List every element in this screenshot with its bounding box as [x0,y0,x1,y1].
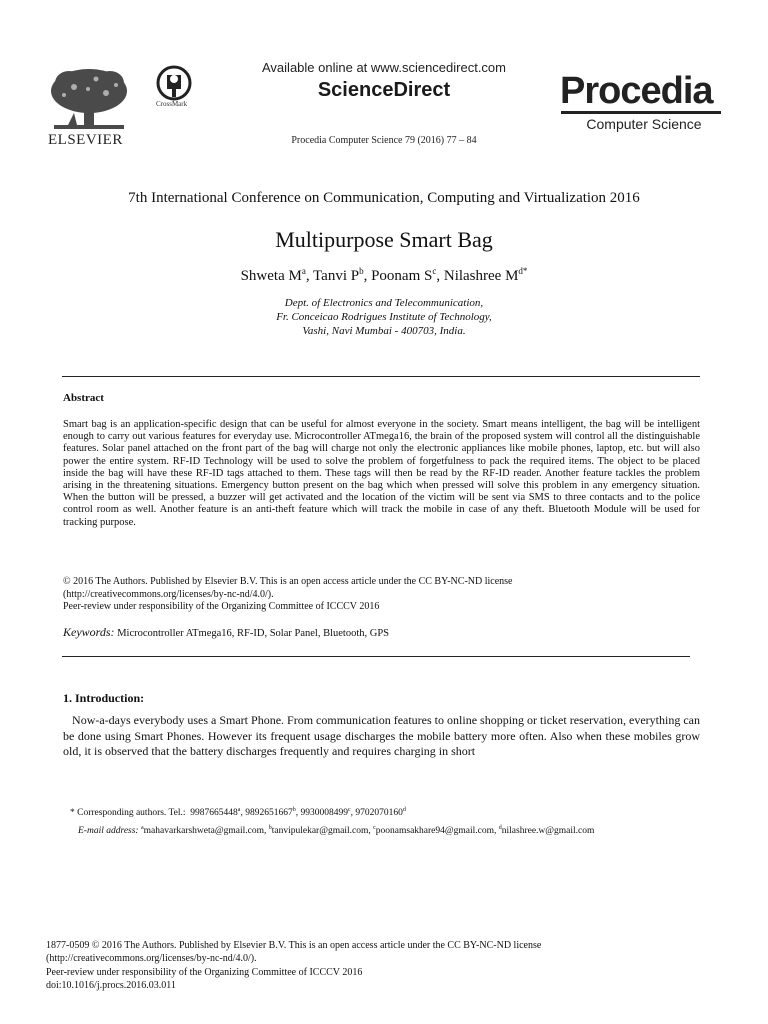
author-sup: a [301,266,306,276]
keywords-label: Keywords: [63,625,115,639]
abstract-text: Smart bag is an application-specific design that can be useful for almost everyone in the society. Smart means intelligent, the bag will be intelligent enough to carry out various features for everyday use. Microcontroller ATmega16, the brain of the proposed system will control all the distinguishable features. Solar panel attached on the front part of the bag will charge not only the electronic appliances like mobile phones, laptop, etc. but will also power the entire system. RF-ID Technology will be used to solve the problem of forgetfulness to pack the required items. The object to be placed inside the bag will have these RF-ID tags attached to them. These tags will then be read by the RF-ID reader. Another feature tackles the problem arising in the threatening situations. Emergency button present on the bag which when pressed will solve this problem in any emergency situation. When the button will be pressed, a buzzer will get activated and the location of the victim will be sent via SMS to three contacts and to the police control room as well. Another feature is an anti-theft feature which will track the mobile in case of any theft. Bluetooth Module will be used for tracking purpose. [63,419,700,528]
email-sup: d [498,825,502,832]
license-link[interactable]: (http://creativecommons.org/licenses/by-nc-nd/4.0/). [46,953,257,965]
phone: 9987665448 [190,808,238,819]
email-sup: a [140,825,144,832]
peer-review-line: Peer-review under responsibility of the Organizing Committee of ICCCV 2016 [46,966,363,978]
license-block [63,576,700,614]
abstract-heading: Abstract [63,392,104,404]
email-sup: c [373,825,376,832]
email-link[interactable]: tanvipulekar@gmail.com, [271,826,371,837]
footnote-phones: * Corresponding authors. Tel.: 9987665448$^a$, 9892651667$^b$, 9930008499$^c$, 9702070160$^d$ [70,807,406,819]
phone-sup: c [347,807,351,813]
intro-paragraph: Now-a-days everybody uses a Smart Phone. From communication features to online shopping or ticket reservation, everything can be done using Smart Phones. However its frequent usage discharges the mobile battery more often. Also when these mobiles grow old, it is observed that the battery discharges frequently and requires charging in short [63,713,701,758]
license-line: Peer-review under responsibility of the Organizing Committee of ICCCV 2016 [63,601,380,612]
email-link[interactable]: nilashree.w@gmail.com [501,826,595,837]
author-sup: b [359,266,364,276]
paper-title: Multipurpose Smart Bag [275,227,493,252]
crossmark-label: CrossMark [156,100,188,108]
elsevier-wordmark: ELSEVIER [48,132,123,148]
divider-rule [62,656,690,657]
keywords [63,625,389,640]
affiliation-line: Vashi, Navi Mumbai - 400703, India. [302,325,466,337]
available-online-text: Available online at www.sciencedirect.com [262,60,506,75]
journal-citation: Procedia Computer Science 79 (2016) 77 – 84 [291,135,477,146]
phone: 9930008499 [300,808,348,819]
author-list: Shweta $M^a$, Tanvi $P^b$, Poonam $S^c$, Nilashree $M^{d*}$ [240,266,528,284]
procedia-subtitle: Computer Science [586,116,702,132]
affiliation-line: Dept. of Electronics and Telecommunication, [284,297,484,309]
phone: 9892651667 [245,808,293,819]
procedia-wordmark: Procedia [560,70,713,112]
section-text [63,713,700,760]
conference-name: 7th International Conference on Communication, Computing and Virtualization 2016 [128,190,640,206]
email-link[interactable]: mahavarkarshweta@gmail.com, [143,826,267,837]
phone-sup: a [237,807,241,813]
author-sup: c [432,266,437,276]
phone-sup: d [402,807,406,813]
affiliation-line: Fr. Conceicao Rodrigues Institute of Technology, [276,311,492,323]
license-line: © 2016 The Authors. Published by Elsevier B.V. This is an open access article under the CC BY-NC-ND license [63,576,513,587]
email-label: E-mail address: [78,826,139,837]
corresponding-label: * Corresponding authors. Tel.: [70,808,186,819]
bottom-legal [46,939,706,993]
author-name: Tanvi P [313,268,360,284]
email-link[interactable]: poonamsakhare94@gmail.com, [375,826,497,837]
affiliation [0,296,768,338]
phone-sup: b [292,807,296,813]
footnote-emails [70,821,710,839]
sciencedirect-wordmark: ScienceDirect [317,79,451,101]
author-sup: d* [518,266,528,276]
phone: 9702070160 [355,808,403,819]
footnote [70,803,710,839]
author-name: Nilashree M [443,268,519,284]
author-name: Shweta M [240,268,302,284]
section-heading: 1. Introduction: [63,691,145,705]
author-name: Poonam S [371,268,433,284]
divider-rule [62,376,700,377]
email-sup: b [268,825,272,832]
license-link[interactable]: (http://creativecommons.org/licenses/by-nc-nd/4.0/). [63,588,274,600]
issn-line: 1877-0509 © 2016 The Authors. Published by Elsevier B.V. This is an open access article under the CC BY-NC-ND license [46,940,542,951]
keywords-text: Microcontroller ATmega16, RF-ID, Solar Panel, Bluetooth, GPS [117,628,389,639]
doi-link[interactable]: doi:10.1016/j.procs.2016.03.011 [46,980,176,992]
